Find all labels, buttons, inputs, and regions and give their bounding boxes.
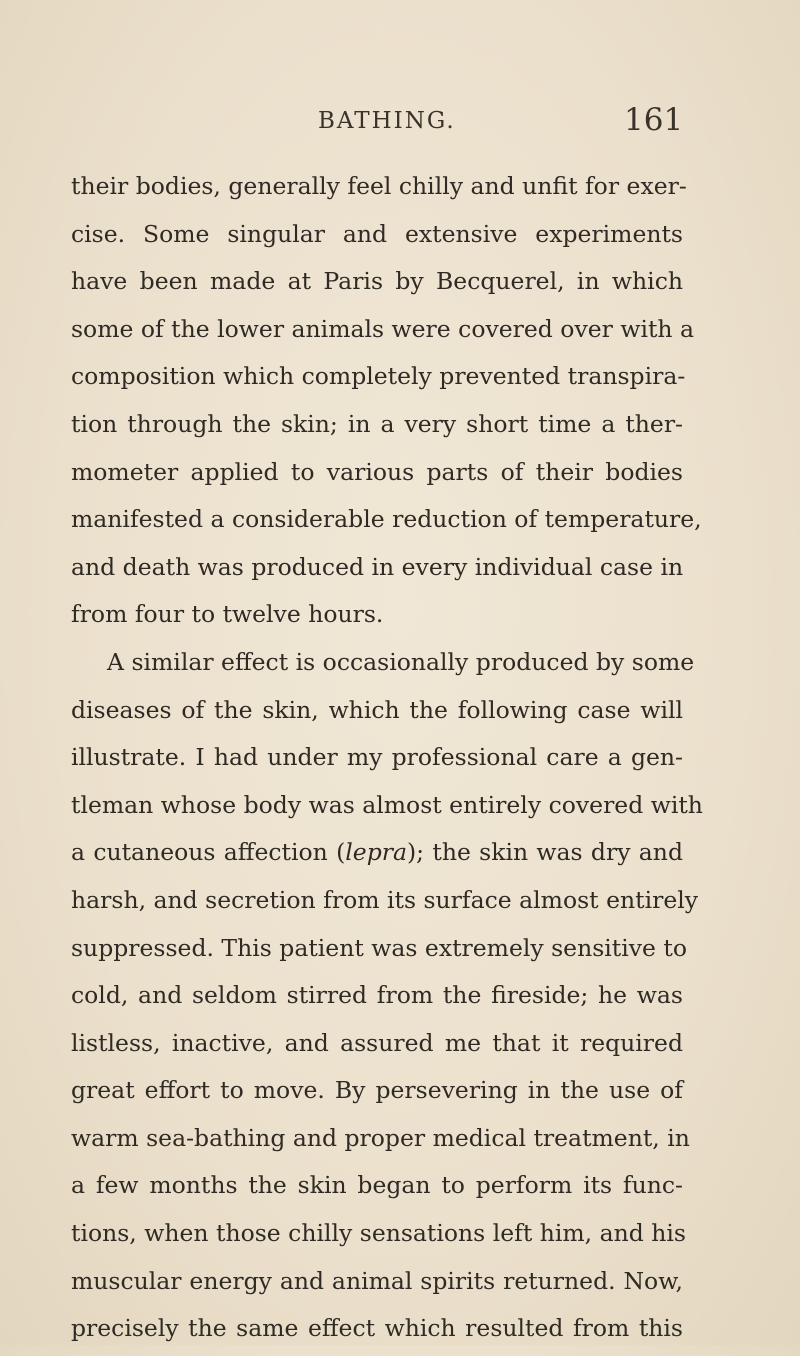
text-line: their bodies, generally feel chilly and unfit for exer- [71,172,687,200]
text-line: warm sea-bathing and proper medical treatment, in [71,1123,690,1152]
text-line: suppressed. This patient was extremely sensitive to [71,933,687,962]
text-line: tion through the skin; in a very short time a ther- [71,409,683,438]
page-number: 161 [624,102,684,138]
text-line: great effort to move. By persevering in the use of [71,1076,683,1105]
text-line: illustrate. I had under my professional care a gen- [71,743,683,772]
italic-term: lepra [345,838,407,867]
text-line: have been made at Paris by Becquerel, in which [71,267,683,296]
text-line: some of the lower animals were covered over with a [71,314,695,343]
running-title: BATHING. [318,108,456,134]
text-line: cold, and seldom stirred from the fireside; he was [71,981,683,1010]
paragraph-end-line: from four to twelve hours. [71,600,384,629]
text-line: harsh, and secretion from its surface almost entirely [71,885,699,914]
text-line: precisely the same effect which resulted from this [71,1314,683,1343]
text-line: a few months the skin began to perform its func- [71,1171,683,1200]
text-line: diseases of the skin, which the following case will [71,695,683,724]
text-line: tleman whose body was almost entirely covered with [71,790,703,819]
body-text [71,166,703,1356]
text-line: manifested a considerable reduction of temperature, [71,505,702,534]
text-line: mometer applied to various parts of their bodies [71,457,683,486]
running-head [0,102,800,142]
text-line: muscular energy and animal spirits returned. Now, [71,1266,683,1295]
text-line: listless, inactive, and assured me that it required [71,1028,683,1057]
text-line: composition which completely prevented transpira- [71,362,686,391]
text-line: a cutaneous affection (lepra); the skin was dry and [71,838,683,867]
text-line: tions, when those chilly sensations left him, and his [71,1219,686,1248]
paragraph-start-line: A similar effect is occasionally produced by some [107,647,695,676]
text-line: and death was produced in every individual case in [71,552,684,581]
text-line: cise. Some singular and extensive experiments [71,219,683,248]
